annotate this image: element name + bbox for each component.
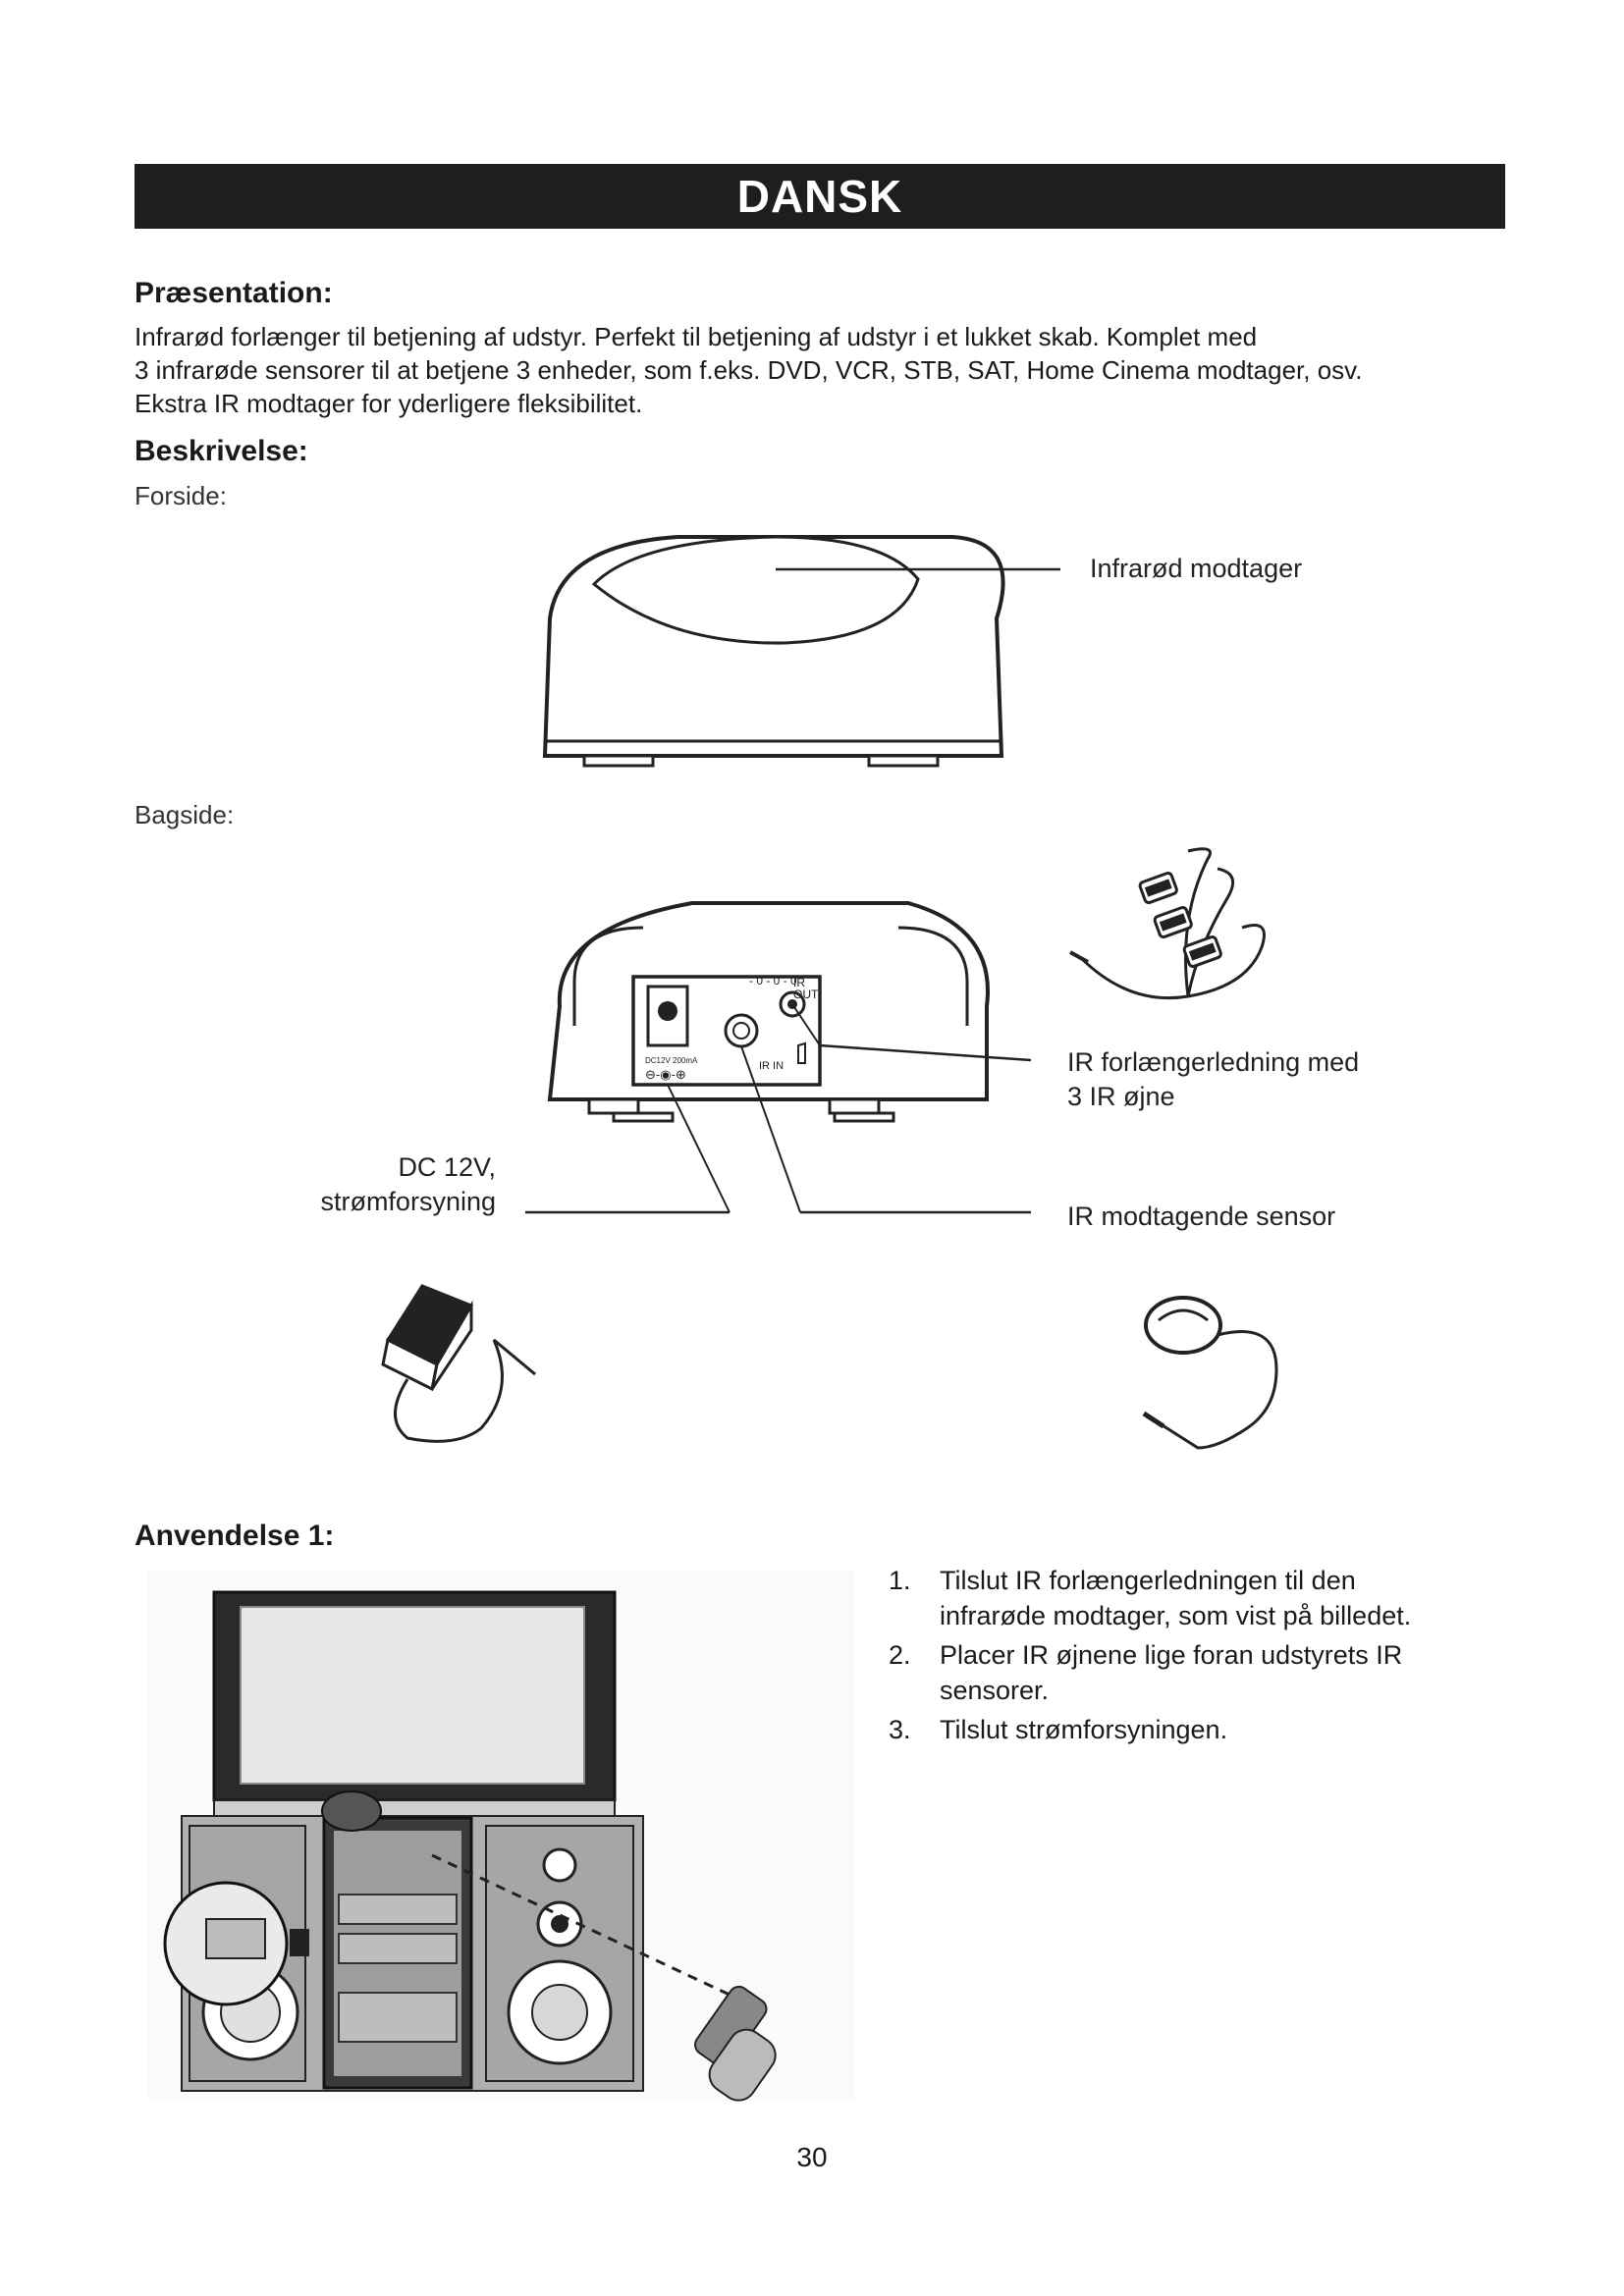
panel-label-dc: DC12V 200mA [645, 1056, 698, 1065]
callout-infrared-receiver: Infrarød modtager [1090, 554, 1303, 583]
ir-extender-cable-illustration [1070, 839, 1296, 1026]
callout-dc-line-2: strømforsyning [320, 1187, 496, 1216]
svg-text:⊖-◉-⊕: ⊖-◉-⊕ [645, 1067, 686, 1082]
step-text-line-1: Tilslut IR forlængerledningen til den [940, 1566, 1356, 1595]
back-label: Bagside: [135, 800, 235, 829]
usage-illustration [147, 1571, 854, 2101]
step-number: 3. [889, 1715, 911, 1744]
usage1-heading: Anvendelse 1: [135, 1520, 335, 1552]
usage1-step-1 [889, 1563, 1478, 1633]
language-header: DANSK [135, 164, 1505, 229]
power-adapter-illustration [378, 1271, 545, 1468]
callout-ir-extender-cable [1067, 1045, 1359, 1114]
description-heading: Beskrivelse: [135, 435, 308, 467]
panel-label-ir: IR [793, 976, 805, 989]
receiver-back-illustration [535, 888, 1046, 1242]
svg-text:- 0 - 0 - 0: - 0 - 0 - 0 [749, 974, 797, 988]
usage1-step-2 [889, 1637, 1478, 1708]
presentation-heading: Præsentation: [135, 277, 333, 309]
step-number: 2. [889, 1640, 911, 1670]
receiver-front-illustration [530, 525, 1080, 780]
step-number: 1. [889, 1566, 911, 1595]
front-label: Forside: [135, 481, 227, 510]
step-text-line-1: Tilslut strømforsyningen. [940, 1715, 1228, 1744]
callout-ir-cable-line-2: 3 IR øjne [1067, 1082, 1175, 1111]
panel-label-ir-in: IR IN [759, 1060, 785, 1072]
callout-dc-power [275, 1150, 496, 1219]
presentation-line-3: Ekstra IR modtager for yderligere fleksibilitet. [135, 389, 643, 418]
presentation-line-1: Infrarød forlænger til betjening af udstyr. Perfekt til betjening af udstyr i et lukket skab. Komplet med [135, 322, 1258, 351]
step-text-line-1: Placer IR øjnene lige foran udstyrets IR [940, 1640, 1403, 1670]
usage1-steps [889, 1563, 1478, 1751]
presentation-line-2: 3 infrarøde sensorer til at betjene 3 enheder, som f.eks. DVD, VCR, STB, SAT, Home Cinema modtager, osv. [135, 355, 1363, 385]
step-text-line-2: infrarøde modtager, som vist på billedet. [940, 1601, 1412, 1630]
callout-ir-cable-line-1: IR forlængerledning med [1067, 1047, 1360, 1077]
callout-dc-line-1: DC 12V, [398, 1152, 496, 1182]
usage1-step-3 [889, 1712, 1478, 1747]
ir-sensor-illustration [1139, 1281, 1306, 1477]
page-number: 30 [796, 2142, 828, 2172]
presentation-text [135, 320, 1529, 420]
panel-label-out: OUT [793, 988, 819, 1001]
callout-ir-receiving-sensor: IR modtagende sensor [1067, 1201, 1336, 1231]
step-text-line-2: sensorer. [940, 1676, 1050, 1705]
